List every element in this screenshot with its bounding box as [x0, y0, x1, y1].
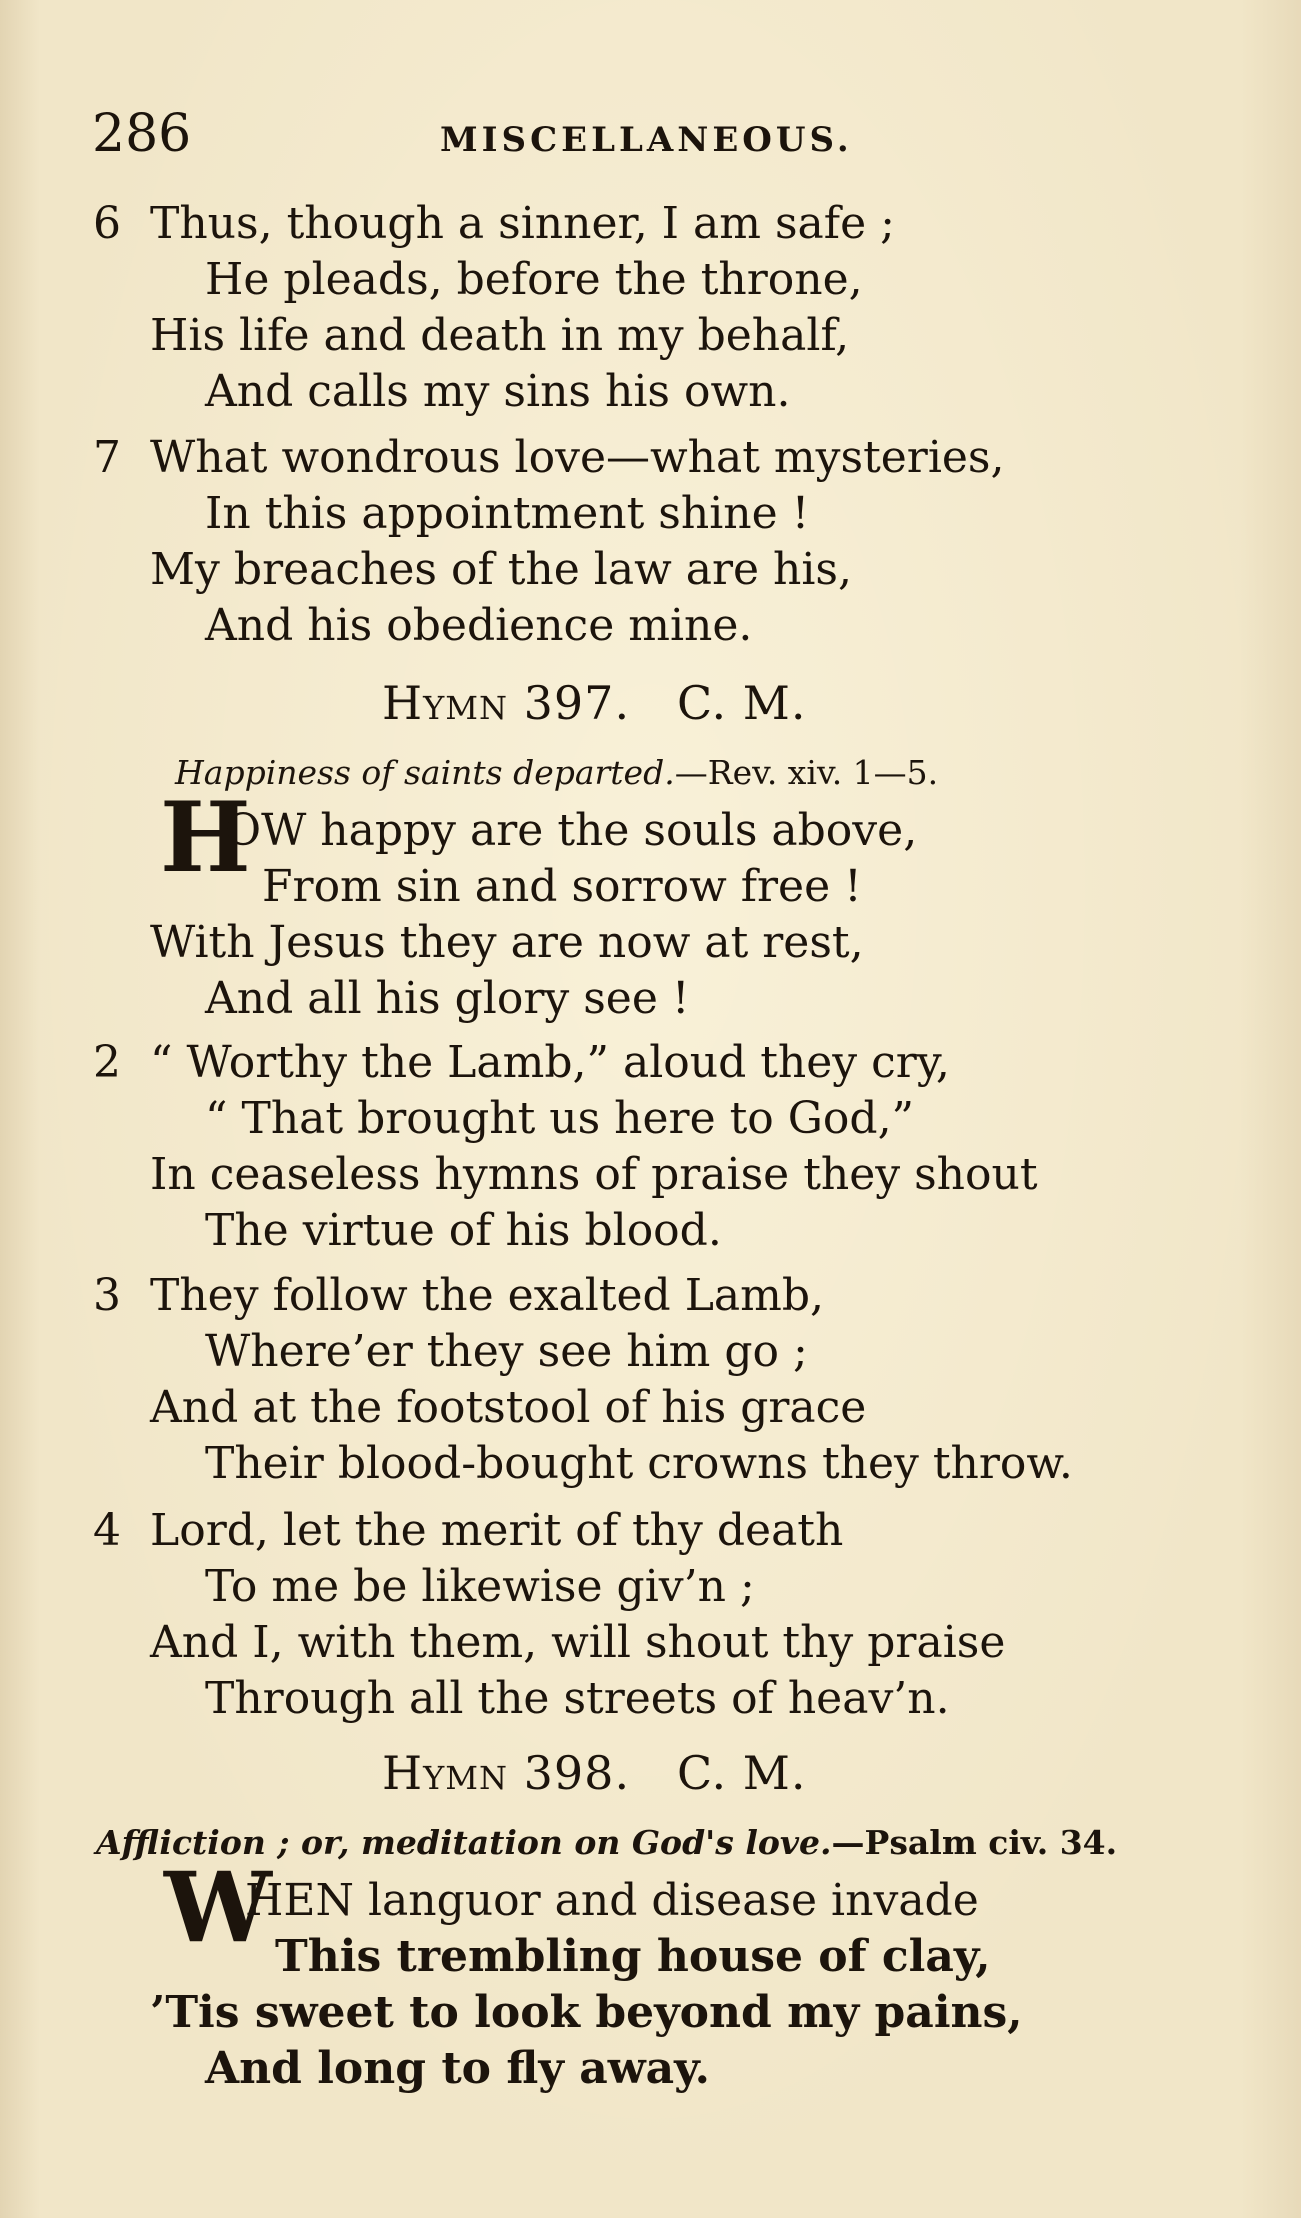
verse-number: 7 — [93, 432, 121, 483]
verse-line: And at the footstool of his grace — [150, 1382, 867, 1433]
drop-cap: W — [164, 1851, 272, 1964]
verse-line: The virtue of his blood. — [205, 1205, 722, 1256]
verse-line: And his obedience mine. — [205, 600, 753, 651]
hymn-label: Hymn — [382, 1746, 509, 1800]
verse-number: 3 — [93, 1270, 121, 1321]
verse-line: This trembling house of clay, — [275, 1931, 991, 1982]
hymn-meter: C. M. — [676, 1746, 807, 1800]
verse-line: HEN languor and disease invade — [245, 1875, 979, 1926]
verse-line: And I, with them, will shout thy praise — [150, 1617, 1006, 1668]
verse-line: And calls my sins his own. — [205, 366, 791, 417]
hymn-meter: C. M. — [676, 676, 807, 730]
hymn-heading — [382, 1746, 806, 1800]
verse-line: My breaches of the law are his, — [150, 544, 852, 595]
hymn-number: 397. — [523, 676, 631, 730]
verse-line: What wondrous love—what mysteries, — [150, 432, 1005, 483]
verse-line: With Jesus they are now at rest, — [150, 917, 864, 968]
verse-line: His life and death in my behalf, — [150, 310, 850, 361]
hymn-subtitle-text: Affliction ; or, meditation on God's love. — [96, 1823, 832, 1862]
verse-line: And long to fly away. — [205, 2043, 710, 2094]
verse-line: OW happy are the souls above, — [225, 805, 918, 856]
hymn-heading — [382, 676, 806, 730]
hymn-number: 398. — [523, 1746, 631, 1800]
drop-cap: H — [160, 781, 251, 894]
hymn-subtitle — [175, 753, 938, 793]
verse-line: He pleads, before the throne, — [205, 254, 863, 305]
hymn-subtitle-text: Happiness of saints departed. — [175, 753, 675, 792]
verse-line: And all his glory see ! — [205, 973, 690, 1024]
verse-line: In this appointment shine ! — [205, 488, 810, 539]
verse-line: To me be likewise giv’n ; — [205, 1561, 755, 1612]
verse-line: “ Worthy the Lamb,” aloud they cry, — [150, 1037, 950, 1088]
verse-line: Their blood-bought crowns they throw. — [205, 1438, 1073, 1489]
page-number: 286 — [92, 104, 192, 164]
verse-line: In ceaseless hymns of praise they shout — [150, 1149, 1038, 1200]
verse-line: “ That brought us here to God,” — [205, 1093, 915, 1144]
verse-number: 4 — [93, 1505, 121, 1556]
verse-line: They follow the exalted Lamb, — [150, 1270, 825, 1321]
running-head: MISCELLANEOUS. — [440, 120, 853, 160]
verse-line: Where’er they see him go ; — [205, 1326, 808, 1377]
scripture-reference: —Psalm civ. 34. — [831, 1823, 1118, 1862]
hymn-label: Hymn — [382, 676, 509, 730]
verse-line: ’Tis sweet to look beyond my pains, — [150, 1987, 1023, 2038]
verse-number: 6 — [93, 198, 121, 249]
verse-line: Through all the streets of heav’n. — [205, 1673, 950, 1724]
verse-line: Thus, though a sinner, I am safe ; — [150, 198, 895, 249]
scripture-reference: —Rev. xiv. 1—5. — [674, 753, 939, 792]
verse-line: Lord, let the merit of thy death — [150, 1505, 844, 1556]
verse-line: From sin and sorrow free ! — [262, 861, 862, 912]
verse-number: 2 — [93, 1037, 121, 1088]
